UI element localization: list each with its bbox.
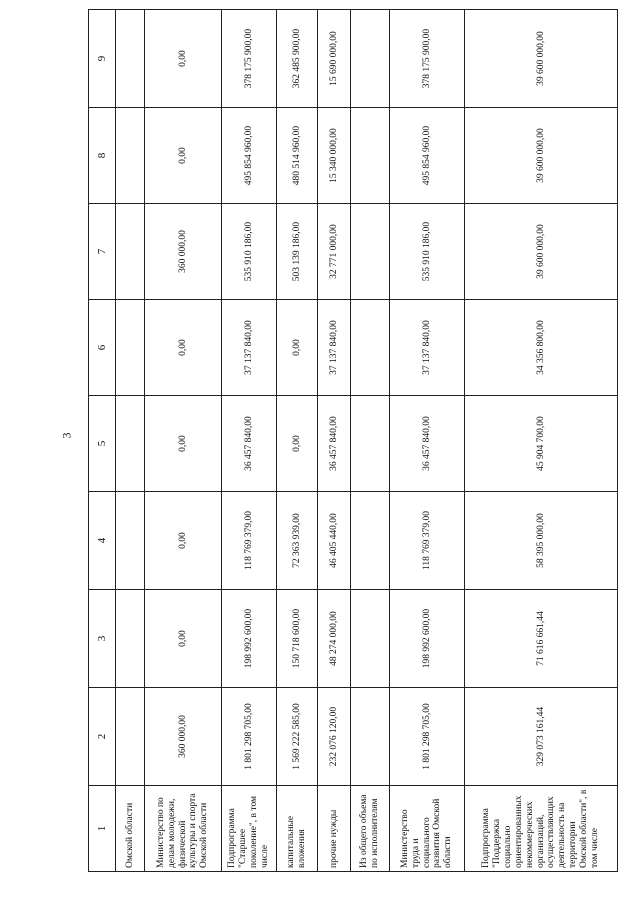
table-cell: 535 910 186,00	[390, 204, 465, 300]
table-cell: 1 801 298 705,00	[222, 688, 277, 786]
table-cell: 360 000,00	[145, 688, 222, 786]
table-cell	[351, 204, 390, 300]
table-row	[390, 10, 465, 872]
table-cell: 0,00	[145, 492, 222, 590]
table-cell: 198 992 600,00	[390, 590, 465, 688]
table-cell: 72 363 939,00	[277, 492, 318, 590]
table-cell: 535 910 186,00	[222, 204, 277, 300]
column-number: 3	[89, 590, 116, 688]
table-cell: 37 137 840,00	[222, 300, 277, 396]
table-cell: 0,00	[145, 108, 222, 204]
row-label: прочие нужды	[318, 786, 351, 872]
page-number: 3	[59, 432, 74, 439]
column-number: 1	[89, 786, 116, 872]
column-number: 5	[89, 396, 116, 492]
row-label: Министерство труда и социального развития Омской области	[390, 786, 465, 872]
column-number: 9	[89, 10, 116, 108]
table-cell	[351, 300, 390, 396]
column-number: 4	[89, 492, 116, 590]
table-row	[351, 10, 390, 872]
table-cell: 0,00	[145, 10, 222, 108]
column-number: 8	[89, 108, 116, 204]
table-cell: 37 137 840,00	[318, 300, 351, 396]
table-cell: 0,00	[145, 300, 222, 396]
table-cell	[351, 492, 390, 590]
row-label: капитальные вложения	[277, 786, 318, 872]
table-cell: 45 904 700,00	[465, 396, 618, 492]
row-label: Из общего объема по исполнителям	[351, 786, 390, 872]
table-cell: 118 769 379,00	[222, 492, 277, 590]
table-cell: 36 457 840,00	[222, 396, 277, 492]
table-cell: 34 356 800,00	[465, 300, 618, 396]
table-cell: 46 405 440,00	[318, 492, 351, 590]
table-cell: 503 139 186,00	[277, 204, 318, 300]
table-cell: 198 992 600,00	[222, 590, 277, 688]
table-cell: 15 340 000,00	[318, 108, 351, 204]
table-cell: 36 457 840,00	[390, 396, 465, 492]
column-number: 6	[89, 300, 116, 396]
table-cell: 378 175 900,00	[390, 10, 465, 108]
rotated-table-container	[88, 10, 601, 872]
table-cell	[116, 492, 145, 590]
table-cell: 37 137 840,00	[390, 300, 465, 396]
row-label: Подпрограмма "Старшее поколение", в том числе	[222, 786, 277, 872]
table-cell: 15 690 000,00	[318, 10, 351, 108]
table-cell: 39 600 000,00	[465, 10, 618, 108]
column-number: 7	[89, 204, 116, 300]
table-cell: 118 769 379,00	[390, 492, 465, 590]
table-cell	[116, 108, 145, 204]
table-row	[318, 10, 351, 872]
table-cell	[116, 688, 145, 786]
table-cell: 495 854 960,00	[390, 108, 465, 204]
table-cell: 378 175 900,00	[222, 10, 277, 108]
table-cell: 0,00	[145, 590, 222, 688]
table-cell: 0,00	[145, 396, 222, 492]
table-cell: 232 076 120,00	[318, 688, 351, 786]
table-cell: 58 395 000,00	[465, 492, 618, 590]
table-row	[277, 10, 318, 872]
table-cell	[351, 590, 390, 688]
table-cell: 0,00	[277, 396, 318, 492]
table-cell	[351, 396, 390, 492]
table-cell: 1 801 298 705,00	[390, 688, 465, 786]
table-cell: 71 616 661,44	[465, 590, 618, 688]
table-cell	[351, 108, 390, 204]
table-cell: 39 600 000,00	[465, 108, 618, 204]
table-cell: 0,00	[277, 300, 318, 396]
table-cell	[116, 300, 145, 396]
table-cell: 495 854 960,00	[222, 108, 277, 204]
table-cell: 36 457 840,00	[318, 396, 351, 492]
table-row	[116, 10, 145, 872]
table-row	[145, 10, 222, 872]
row-label: Министерство по делам молодежи, физической культуры и спорта Омской области	[145, 786, 222, 872]
table-cell: 329 073 161,44	[465, 688, 618, 786]
table-cell: 32 771 000,00	[318, 204, 351, 300]
budget-table	[88, 9, 618, 872]
table-cell: 362 485 900,00	[277, 10, 318, 108]
row-label: Подпрограмма "Поддержка социально ориентированных некоммерческих организаций, осуществляющих деятельность на территории Омской области", в том числе	[465, 786, 618, 872]
table-cell	[116, 10, 145, 108]
table-row	[222, 10, 277, 872]
column-number-row	[89, 10, 116, 872]
table-cell	[351, 10, 390, 108]
column-number: 2	[89, 688, 116, 786]
table-cell: 39 600 000,00	[465, 204, 618, 300]
row-label: Омской области	[116, 786, 145, 872]
table-cell	[351, 688, 390, 786]
table-cell: 360 000,00	[145, 204, 222, 300]
table-cell: 1 569 222 585,00	[277, 688, 318, 786]
table-cell	[116, 204, 145, 300]
table-cell: 480 514 960,00	[277, 108, 318, 204]
table-cell: 48 274 000,00	[318, 590, 351, 688]
table-cell	[116, 590, 145, 688]
table-cell	[116, 396, 145, 492]
table-row	[465, 10, 618, 872]
table-cell: 150 718 600,00	[277, 590, 318, 688]
